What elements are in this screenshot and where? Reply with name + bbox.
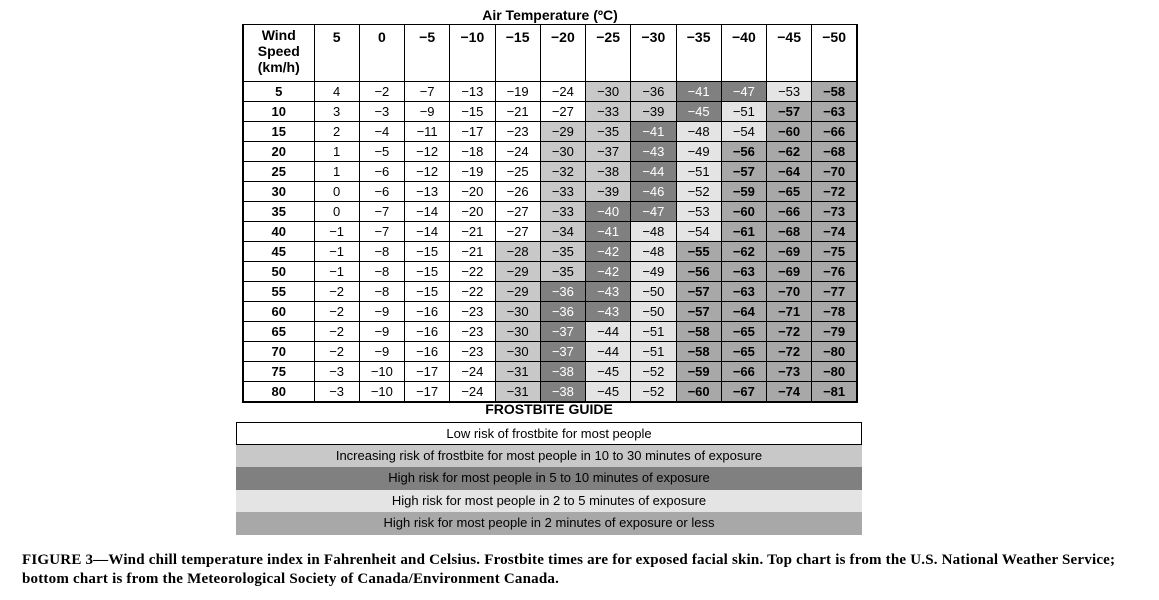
- wind-chill-cell: −48: [631, 242, 676, 262]
- wind-chill-cell: −27: [540, 102, 585, 122]
- wind-chill-cell: 0: [314, 182, 359, 202]
- wind-chill-cell: −21: [450, 242, 495, 262]
- wind-chill-cell: −52: [631, 362, 676, 382]
- wind-chill-cell: −24: [450, 382, 495, 403]
- wind-speed-header-line: (km/h): [257, 59, 300, 75]
- wind-chill-cell: −43: [586, 302, 631, 322]
- wind-chill-cell: −9: [359, 302, 404, 322]
- temperature-header: −20: [540, 25, 585, 82]
- wind-chill-cell: −56: [721, 142, 766, 162]
- wind-chill-cell: −48: [676, 122, 721, 142]
- wind-speed-cell: 60: [243, 302, 314, 322]
- wind-chill-cell: −68: [812, 142, 857, 162]
- wind-chill-cell: −15: [405, 262, 450, 282]
- wind-chill-cell: −57: [676, 282, 721, 302]
- wind-chill-cell: −30: [540, 142, 585, 162]
- wind-chill-cell: −31: [495, 362, 540, 382]
- table-row: [243, 302, 857, 322]
- wind-chill-cell: −13: [405, 182, 450, 202]
- frostbite-guide-item: Increasing risk of frostbite for most people in 10 to 30 minutes of exposure: [236, 445, 862, 468]
- wind-speed-cell: 50: [243, 262, 314, 282]
- wind-chill-cell: −62: [767, 142, 812, 162]
- wind-chill-cell: 2: [314, 122, 359, 142]
- wind-chill-cell: −45: [586, 382, 631, 403]
- wind-chill-cell: −72: [767, 342, 812, 362]
- wind-chill-cell: −17: [405, 362, 450, 382]
- table-title: Air Temperature (ºC): [482, 7, 618, 23]
- temperature-header: −50: [812, 25, 857, 82]
- table-header-row: [243, 25, 857, 82]
- wind-chill-cell: −37: [586, 142, 631, 162]
- wind-chill-cell: 3: [314, 102, 359, 122]
- wind-chill-cell: −35: [540, 262, 585, 282]
- frostbite-guide-item: Low risk of frostbite for most people: [236, 422, 862, 445]
- wind-chill-cell: −41: [676, 82, 721, 102]
- wind-chill-cell: −28: [495, 242, 540, 262]
- wind-chill-cell: −41: [586, 222, 631, 242]
- wind-chill-cell: −37: [540, 342, 585, 362]
- table-body: [243, 82, 857, 403]
- wind-chill-cell: −30: [495, 322, 540, 342]
- wind-chill-cell: −56: [676, 262, 721, 282]
- wind-chill-cell: −24: [495, 142, 540, 162]
- wind-chill-cell: −16: [405, 342, 450, 362]
- table-row: [243, 362, 857, 382]
- wind-chill-cell: −38: [540, 382, 585, 403]
- wind-chill-cell: −63: [812, 102, 857, 122]
- wind-chill-cell: −52: [676, 182, 721, 202]
- wind-chill-cell: −61: [721, 222, 766, 242]
- wind-chill-cell: −7: [359, 222, 404, 242]
- wind-chill-cell: −79: [812, 322, 857, 342]
- temperature-header: −45: [767, 25, 812, 82]
- wind-chill-cell: −13: [450, 82, 495, 102]
- temperature-header: −10: [450, 25, 495, 82]
- wind-chill-table: [242, 24, 858, 403]
- wind-chill-cell: −60: [767, 122, 812, 142]
- wind-chill-cell: −15: [450, 102, 495, 122]
- wind-chill-cell: 0: [314, 202, 359, 222]
- wind-chill-cell: −36: [540, 282, 585, 302]
- wind-chill-cell: 1: [314, 162, 359, 182]
- wind-chill-cell: −57: [676, 302, 721, 322]
- wind-chill-cell: −6: [359, 182, 404, 202]
- wind-chill-cell: −73: [812, 202, 857, 222]
- wind-chill-cell: −3: [314, 362, 359, 382]
- wind-chill-cell: −43: [586, 282, 631, 302]
- wind-chill-cell: −33: [586, 102, 631, 122]
- wind-chill-cell: −14: [405, 202, 450, 222]
- wind-chill-cell: −72: [767, 322, 812, 342]
- wind-chill-cell: −63: [721, 282, 766, 302]
- wind-chill-cell: −4: [359, 122, 404, 142]
- table-row: [243, 262, 857, 282]
- wind-speed-header: [243, 25, 314, 82]
- wind-chill-cell: −17: [450, 122, 495, 142]
- wind-chill-cell: −23: [450, 342, 495, 362]
- wind-chill-cell: −22: [450, 262, 495, 282]
- wind-chill-cell: −24: [450, 362, 495, 382]
- wind-chill-cell: −14: [405, 222, 450, 242]
- wind-chill-cell: −39: [631, 102, 676, 122]
- table-row: [243, 82, 857, 102]
- wind-chill-cell: −20: [450, 182, 495, 202]
- table-row: [243, 282, 857, 302]
- wind-chill-cell: −36: [540, 302, 585, 322]
- wind-chill-cell: −30: [495, 302, 540, 322]
- wind-speed-cell: 55: [243, 282, 314, 302]
- wind-chill-cell: −44: [631, 162, 676, 182]
- wind-chill-cell: −42: [586, 262, 631, 282]
- wind-chill-cell: −54: [721, 122, 766, 142]
- wind-chill-cell: −16: [405, 322, 450, 342]
- wind-chill-cell: −29: [495, 262, 540, 282]
- wind-chill-cell: −12: [405, 142, 450, 162]
- wind-speed-cell: 30: [243, 182, 314, 202]
- wind-chill-cell: −10: [359, 382, 404, 403]
- wind-chill-cell: −52: [631, 382, 676, 403]
- wind-chill-cell: −23: [450, 322, 495, 342]
- wind-chill-cell: −65: [721, 322, 766, 342]
- wind-chill-cell: −19: [495, 82, 540, 102]
- wind-chill-cell: −51: [631, 342, 676, 362]
- wind-chill-cell: −51: [631, 322, 676, 342]
- wind-chill-cell: −26: [495, 182, 540, 202]
- wind-chill-cell: −29: [540, 122, 585, 142]
- wind-chill-cell: −58: [676, 342, 721, 362]
- wind-chill-cell: −1: [314, 262, 359, 282]
- wind-chill-cell: −1: [314, 242, 359, 262]
- wind-chill-cell: −34: [540, 222, 585, 242]
- wind-chill-cell: −73: [767, 362, 812, 382]
- wind-chill-cell: −18: [450, 142, 495, 162]
- wind-chill-cell: −17: [405, 382, 450, 403]
- wind-chill-cell: −76: [812, 262, 857, 282]
- wind-speed-cell: 10: [243, 102, 314, 122]
- wind-chill-cell: 1: [314, 142, 359, 162]
- wind-chill-cell: −58: [676, 322, 721, 342]
- wind-speed-cell: 5: [243, 82, 314, 102]
- wind-chill-cell: −46: [631, 182, 676, 202]
- wind-chill-cell: −30: [495, 342, 540, 362]
- wind-chill-cell: −6: [359, 162, 404, 182]
- wind-chill-cell: −2: [359, 82, 404, 102]
- wind-chill-cell: −37: [540, 322, 585, 342]
- wind-chill-cell: −45: [586, 362, 631, 382]
- wind-chill-cell: −2: [314, 322, 359, 342]
- wind-chill-cell: −63: [721, 262, 766, 282]
- wind-chill-cell: 4: [314, 82, 359, 102]
- wind-chill-cell: −81: [812, 382, 857, 403]
- wind-chill-cell: −71: [767, 302, 812, 322]
- wind-chill-cell: −9: [405, 102, 450, 122]
- wind-chill-cell: −62: [721, 242, 766, 262]
- wind-chill-cell: −68: [767, 222, 812, 242]
- wind-chill-cell: −24: [540, 82, 585, 102]
- wind-chill-cell: −1: [314, 222, 359, 242]
- wind-chill-cell: −33: [540, 182, 585, 202]
- wind-chill-cell: −2: [314, 282, 359, 302]
- wind-chill-cell: −49: [631, 262, 676, 282]
- wind-chill-cell: −35: [540, 242, 585, 262]
- wind-chill-cell: −23: [495, 122, 540, 142]
- wind-chill-cell: −11: [405, 122, 450, 142]
- wind-chill-cell: −8: [359, 282, 404, 302]
- wind-chill-cell: −67: [721, 382, 766, 403]
- table-row: [243, 102, 857, 122]
- wind-chill-cell: −9: [359, 342, 404, 362]
- wind-chill-cell: −8: [359, 262, 404, 282]
- wind-chill-cell: −47: [631, 202, 676, 222]
- wind-chill-cell: −57: [721, 162, 766, 182]
- wind-chill-cell: −3: [359, 102, 404, 122]
- wind-chill-cell: −29: [495, 282, 540, 302]
- wind-chill-cell: −23: [450, 302, 495, 322]
- wind-chill-cell: −2: [314, 342, 359, 362]
- figure-caption: FIGURE 3—Wind chill temperature index in Fahrenheit and Celsius. Frostbite times are for exposed facial skin. Top chart is from the U.S. National Weather Service; bottom chart is from the Meteorological Society of Canada/Environment Canada.: [22, 552, 1116, 587]
- wind-chill-cell: −39: [586, 182, 631, 202]
- wind-chill-cell: −36: [631, 82, 676, 102]
- table-row: [243, 222, 857, 242]
- wind-speed-cell: 75: [243, 362, 314, 382]
- wind-speed-cell: 25: [243, 162, 314, 182]
- table-row: [243, 342, 857, 362]
- wind-chill-cell: −41: [631, 122, 676, 142]
- wind-chill-cell: −59: [676, 362, 721, 382]
- wind-speed-cell: 40: [243, 222, 314, 242]
- wind-chill-cell: −58: [812, 82, 857, 102]
- wind-chill-cell: −50: [631, 282, 676, 302]
- wind-chill-cell: −10: [359, 362, 404, 382]
- wind-chill-cell: −80: [812, 342, 857, 362]
- wind-speed-header-line: Wind: [261, 27, 296, 43]
- wind-chill-cell: −30: [586, 82, 631, 102]
- wind-chill-cell: −9: [359, 322, 404, 342]
- wind-chill-cell: −60: [676, 382, 721, 403]
- wind-chill-cell: −22: [450, 282, 495, 302]
- wind-chill-cell: −15: [405, 242, 450, 262]
- temperature-header: −15: [495, 25, 540, 82]
- wind-chill-cell: −65: [721, 342, 766, 362]
- wind-chill-cell: −74: [812, 222, 857, 242]
- wind-speed-cell: 45: [243, 242, 314, 262]
- wind-chill-cell: −70: [812, 162, 857, 182]
- wind-speed-header-line: Speed: [257, 43, 300, 59]
- frostbite-guide-item: High risk for most people in 2 to 5 minutes of exposure: [236, 490, 862, 513]
- wind-chill-cell: −80: [812, 362, 857, 382]
- wind-chill-cell: −66: [767, 202, 812, 222]
- wind-chill-cell: −21: [450, 222, 495, 242]
- temperature-header: 0: [359, 25, 404, 82]
- wind-chill-cell: −38: [540, 362, 585, 382]
- wind-chill-cell: −38: [586, 162, 631, 182]
- wind-chill-cell: −72: [812, 182, 857, 202]
- wind-chill-cell: −51: [676, 162, 721, 182]
- wind-chill-cell: −65: [767, 182, 812, 202]
- table-row: [243, 322, 857, 342]
- wind-chill-cell: −44: [586, 342, 631, 362]
- temperature-header: 5: [314, 25, 359, 82]
- frostbite-guide-item: High risk for most people in 5 to 10 minutes of exposure: [236, 467, 862, 490]
- wind-chill-cell: −3: [314, 382, 359, 403]
- wind-chill-cell: −66: [721, 362, 766, 382]
- wind-chill-cell: −2: [314, 302, 359, 322]
- temperature-header: −25: [586, 25, 631, 82]
- wind-chill-cell: −19: [450, 162, 495, 182]
- wind-speed-cell: 80: [243, 382, 314, 403]
- wind-chill-cell: −35: [586, 122, 631, 142]
- wind-chill-cell: −50: [631, 302, 676, 322]
- wind-chill-cell: −44: [586, 322, 631, 342]
- wind-chill-cell: −66: [812, 122, 857, 142]
- wind-chill-cell: −12: [405, 162, 450, 182]
- table-row: [243, 202, 857, 222]
- wind-speed-cell: 70: [243, 342, 314, 362]
- wind-chill-cell: −32: [540, 162, 585, 182]
- wind-chill-cell: −20: [450, 202, 495, 222]
- wind-chill-cell: −60: [721, 202, 766, 222]
- wind-chill-cell: −57: [767, 102, 812, 122]
- wind-speed-cell: 65: [243, 322, 314, 342]
- wind-chill-cell: −42: [586, 242, 631, 262]
- wind-chill-cell: −69: [767, 262, 812, 282]
- wind-chill-cell: −54: [676, 222, 721, 242]
- wind-chill-cell: −7: [405, 82, 450, 102]
- wind-chill-cell: −74: [767, 382, 812, 403]
- wind-chill-cell: −43: [631, 142, 676, 162]
- table-row: [243, 382, 857, 403]
- wind-chill-cell: −55: [676, 242, 721, 262]
- wind-chill-cell: −7: [359, 202, 404, 222]
- wind-speed-cell: 20: [243, 142, 314, 162]
- table-row: [243, 242, 857, 262]
- table-row: [243, 142, 857, 162]
- temperature-header: −30: [631, 25, 676, 82]
- wind-speed-cell: 15: [243, 122, 314, 142]
- wind-speed-cell: 35: [243, 202, 314, 222]
- wind-chill-cell: −25: [495, 162, 540, 182]
- wind-chill-cell: −40: [586, 202, 631, 222]
- wind-chill-cell: −59: [721, 182, 766, 202]
- temperature-header: −5: [405, 25, 450, 82]
- frostbite-guide-item: High risk for most people in 2 minutes of exposure or less: [236, 512, 862, 535]
- wind-chill-cell: −5: [359, 142, 404, 162]
- wind-chill-cell: −53: [676, 202, 721, 222]
- wind-chill-cell: −53: [767, 82, 812, 102]
- wind-chill-cell: −16: [405, 302, 450, 322]
- frostbite-guide-title: FROSTBITE GUIDE: [485, 401, 613, 417]
- frostbite-guide-legend: [236, 422, 862, 535]
- wind-chill-cell: −31: [495, 382, 540, 403]
- wind-chill-cell: −70: [767, 282, 812, 302]
- temperature-header: −40: [721, 25, 766, 82]
- wind-chill-cell: −64: [767, 162, 812, 182]
- wind-chill-cell: −47: [721, 82, 766, 102]
- table-row: [243, 182, 857, 202]
- wind-chill-cell: −33: [540, 202, 585, 222]
- wind-chill-cell: −77: [812, 282, 857, 302]
- table-row: [243, 122, 857, 142]
- wind-chill-cell: −48: [631, 222, 676, 242]
- wind-chill-cell: −21: [495, 102, 540, 122]
- wind-chill-cell: −15: [405, 282, 450, 302]
- wind-chill-cell: −49: [676, 142, 721, 162]
- wind-chill-cell: −8: [359, 242, 404, 262]
- wind-chill-cell: −75: [812, 242, 857, 262]
- wind-chill-cell: −69: [767, 242, 812, 262]
- wind-chill-cell: −78: [812, 302, 857, 322]
- wind-chill-cell: −27: [495, 202, 540, 222]
- wind-chill-cell: −64: [721, 302, 766, 322]
- temperature-header: −35: [676, 25, 721, 82]
- table-row: [243, 162, 857, 182]
- wind-chill-cell: −27: [495, 222, 540, 242]
- wind-chill-cell: −51: [721, 102, 766, 122]
- wind-chill-cell: −45: [676, 102, 721, 122]
